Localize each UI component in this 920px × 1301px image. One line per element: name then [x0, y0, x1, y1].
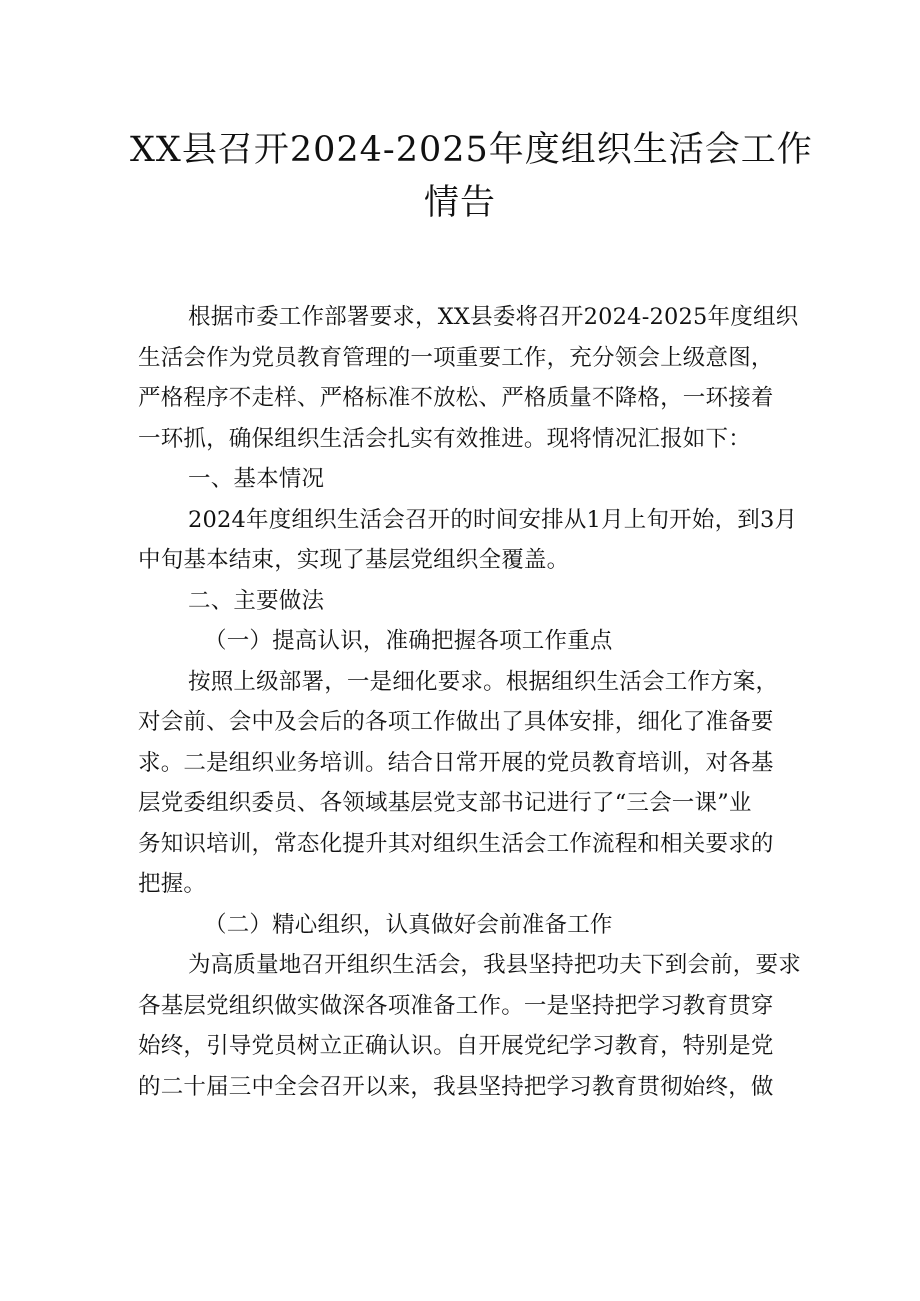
section-heading-methods: 二、主要做法: [188, 587, 325, 614]
title-line-2: 情告: [423, 183, 496, 223]
paragraph-intro-line-3: 严格程序不走样、严格标准不放松、严格质量不降格，一环接着: [138, 385, 774, 411]
paragraph-sub1-line-3: 求。二是组织业务培训。结合日常开展的党员教育培训，对各基: [138, 749, 774, 776]
subsection-heading-2: （二）精心组织，认真做好会前准备工作: [204, 911, 613, 938]
paragraph-basic-line-1: 2024年度组织生活会召开的时间安排从1月上旬开始，到3月: [188, 506, 798, 533]
section-heading-basic: 一、基本情况: [188, 466, 325, 492]
paragraph-sub2-line-1: 为高质量地召开组织生活会，我县坚持把功夫下到会前，要求: [188, 952, 801, 978]
paragraph-sub1-line-1: 按照上级部署，一是细化要求。根据组织生活会工作方案，: [188, 668, 779, 695]
document-title: [130, 124, 813, 230]
paragraph-sub1-line-5: 务知识培训，常态化提升其对组织生活会工作流程和相关要求的: [138, 830, 774, 857]
paragraph-sub1-line-6: 把握。: [138, 871, 207, 897]
paragraph-basic-line-2: 中旬基本结束，实现了基层党组织全覆盖。: [138, 547, 570, 573]
paragraph-intro-line-1: 根据市委工作部署要求，XX县委将召开2024-2025年度组织: [188, 304, 799, 330]
paragraph-sub1-line-4: 层党委组织委员、各领域基层党支部书记进行了“三会一课”业: [138, 790, 752, 816]
paragraph-sub2-line-2: 各基层党组织做实做深各项准备工作。一是坚持把学习教育贯穿: [138, 992, 774, 1019]
title-line-1: XX县召开2024-2025年度组织生活会工作: [130, 130, 813, 170]
paragraph-intro-line-4: 一环抓，确保组织生活会扎实有效推进。现将情况汇报如下：: [138, 425, 751, 452]
paragraph-sub2-line-3: 始终，引导党员树立正确认识。自开展党纪学习教育，特别是党: [138, 1033, 774, 1059]
document-body: [138, 297, 801, 1107]
paragraph-sub1-line-2: 对会前、会中及会后的各项工作做出了具体安排，细化了准备要: [138, 709, 774, 735]
subsection-heading-1: （一）提高认识，准确把握各项工作重点: [204, 628, 613, 654]
paragraph-intro-line-2: 生活会作为党员教育管理的一项重要工作，充分领会上级意图，: [138, 344, 774, 371]
paragraph-sub2-line-4: 的二十届三中全会召开以来，我县坚持把学习教育贯彻始终，做: [138, 1073, 774, 1100]
